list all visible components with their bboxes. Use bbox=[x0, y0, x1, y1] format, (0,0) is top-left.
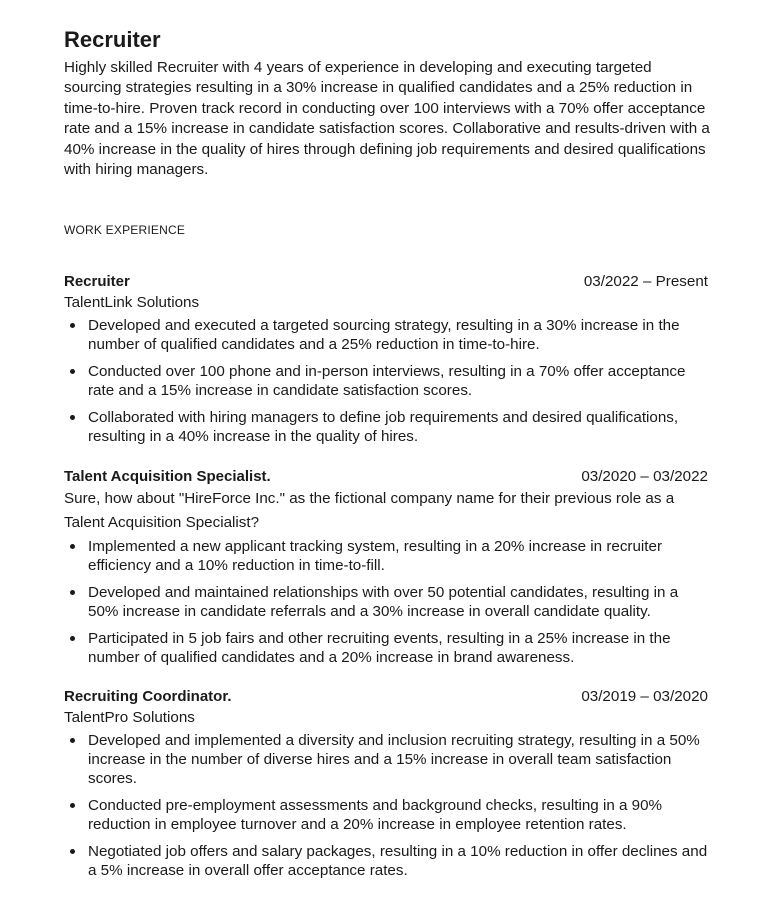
bullet-dot-icon bbox=[70, 803, 75, 808]
bullet-text: Developed and maintained relationships with over 50 potential candidates, resulting in a 50% increase in candidate referrals and a 30% increase in overall candidate quality. bbox=[88, 584, 679, 621]
job-entry bbox=[64, 687, 710, 880]
job-bullets bbox=[64, 537, 710, 667]
bullet-text: Collaborated with hiring managers to define job requirements and desired qualifications, resulting in a 40% increase in the quality of hires. bbox=[88, 409, 679, 446]
bullet-text: Conducted over 100 phone and in-person interviews, resulting in a 70% offer acceptance rate and a 15% increase in candidate satisfaction scores. bbox=[88, 363, 686, 400]
list-item bbox=[64, 537, 710, 575]
list-item bbox=[64, 629, 710, 667]
company-name: TalentPro Solutions bbox=[64, 709, 195, 727]
professional-summary: Highly skilled Recruiter with 4 years of experience in developing and executing targeted sourcing strategies resulting in a 30% increase in qualified candidates and a 25% reduction in time-to-hire. Proven track record in conducting over 100 interviews with a 70% offer acceptance rate and a 15% increase in candidate satisfaction scores. Collaborative and results-driven with a 40% increase in the quality of hires through defining job requirements and desired qualifications with hiring managers. bbox=[64, 59, 710, 179]
resume-name: Recruiter bbox=[64, 27, 161, 52]
bullet-text: Developed and implemented a diversity and inclusion recruiting strategy, resulting in a 50% increase in the number of diverse hires and a 15% increase in overall team satisfaction scores. bbox=[88, 732, 700, 788]
job-header bbox=[64, 272, 710, 292]
bullet-text: Negotiated job offers and salary packages, resulting in a 10% reduction in offer declines and a 5% increase in overall offer acceptance rates. bbox=[88, 843, 708, 880]
list-item bbox=[64, 583, 710, 621]
list-item bbox=[64, 731, 710, 788]
list-item bbox=[64, 796, 710, 834]
job-title: Recruiter bbox=[64, 273, 130, 291]
bullet-dot-icon bbox=[70, 849, 75, 854]
bullet-dot-icon bbox=[70, 636, 75, 641]
list-item bbox=[64, 408, 710, 446]
bullet-text: Conducted pre-employment assessments and background checks, resulting in a 90% reduction in employee turnover and a 20% increase in employee retention rates. bbox=[88, 797, 663, 834]
job-header bbox=[64, 467, 710, 487]
bullet-dot-icon bbox=[70, 738, 75, 743]
job-dates: 03/2020 – 03/2022 bbox=[581, 468, 708, 486]
job-bullets bbox=[64, 316, 710, 446]
job-entry bbox=[64, 467, 710, 667]
company-name: Sure, how about "HireForce Inc." as the fictional company name for their previous role as a Talent Acquisition Specialist? bbox=[64, 490, 675, 532]
job-dates: 03/2022 – Present bbox=[583, 273, 708, 291]
list-item bbox=[64, 842, 710, 880]
bullet-dot-icon bbox=[70, 369, 75, 374]
bullet-dot-icon bbox=[70, 415, 75, 420]
resume-page bbox=[64, 26, 710, 888]
job-header bbox=[64, 687, 710, 707]
job-entry bbox=[64, 272, 710, 446]
company-name: TalentLink Solutions bbox=[64, 294, 200, 312]
list-item bbox=[64, 362, 710, 400]
bullet-text: Implemented a new applicant tracking system, resulting in a 20% increase in recruiter efficiency and a 10% reduction in time-to-fill. bbox=[88, 538, 663, 575]
job-title: Recruiting Coordinator. bbox=[64, 688, 232, 706]
bullet-text: Participated in 5 job fairs and other recruiting events, resulting in a 25% increase in the number of qualified candidates and a 20% increase in brand awareness. bbox=[88, 630, 671, 667]
job-dates: 03/2019 – 03/2020 bbox=[581, 688, 708, 706]
job-title: Talent Acquisition Specialist. bbox=[64, 468, 271, 486]
job-bullets bbox=[64, 731, 710, 880]
bullet-dot-icon bbox=[70, 590, 75, 595]
bullet-text: Developed and executed a targeted sourcing strategy, resulting in a 30% increase in the number of qualified candidates and a 25% reduction in time-to-hire. bbox=[88, 317, 680, 354]
work-experience-heading: WORK EXPERIENCE bbox=[64, 223, 186, 238]
bullet-dot-icon bbox=[70, 544, 75, 549]
list-item bbox=[64, 316, 710, 354]
bullet-dot-icon bbox=[70, 323, 75, 328]
